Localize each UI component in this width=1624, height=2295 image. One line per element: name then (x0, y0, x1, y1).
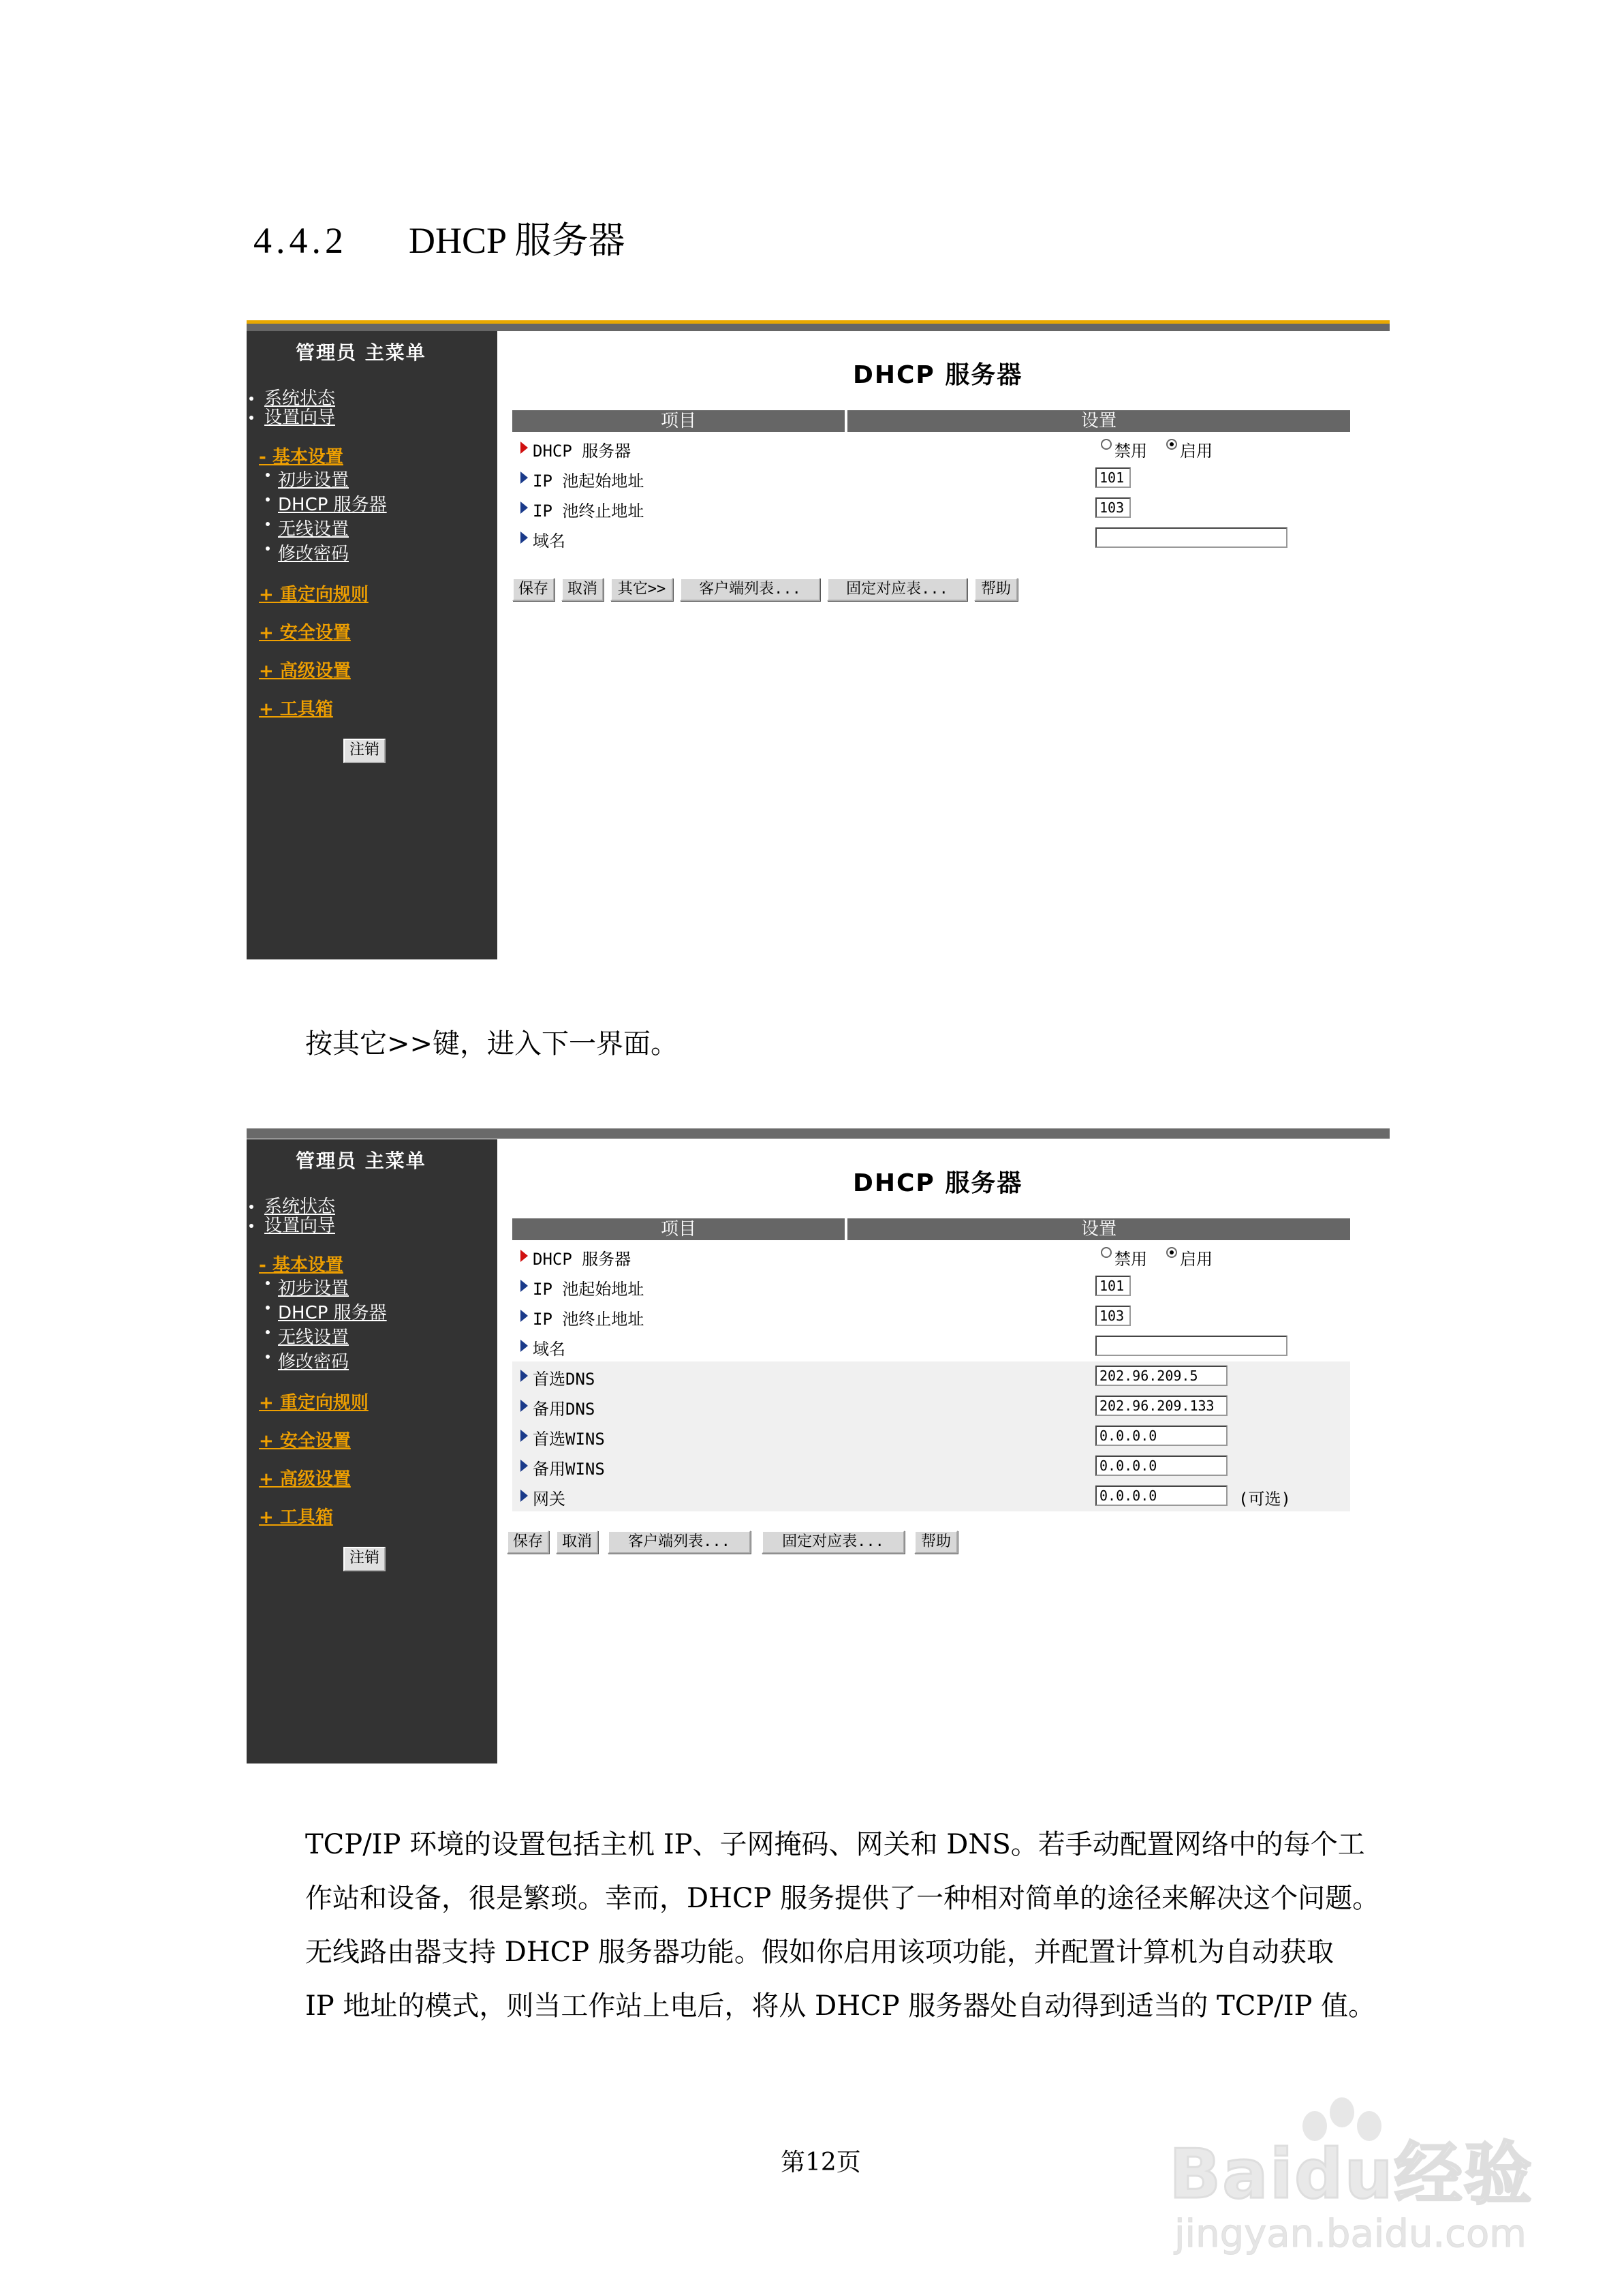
sidebar-section-basic[interactable]: - 基本设置 (259, 1255, 343, 1276)
sidebar-title: 管理员 主菜单 (296, 1150, 426, 1172)
panel-title: DHCP 服务器 (853, 1169, 1023, 1197)
sidebar (247, 1139, 497, 1763)
cancel-button[interactable]: 取消 (556, 1530, 598, 1554)
ip-start-input[interactable]: 101 (1095, 467, 1131, 488)
sidebar-item-password[interactable]: 修改密码 (278, 544, 349, 564)
row-label: IP 池终止地址 (533, 502, 644, 521)
sidebar-item-password[interactable]: 修改密码 (278, 1352, 349, 1372)
sidebar-link-wizard[interactable]: 设置向导 (264, 407, 336, 428)
router-screenshot-2 (247, 1128, 1390, 1763)
bullet-icon (249, 1205, 253, 1209)
baidu-watermark (1158, 2078, 1540, 2262)
enable-label: 启用 (1180, 1250, 1213, 1269)
disable-label: 禁用 (1114, 1250, 1147, 1269)
fixed-mapping-button[interactable]: 固定对应表... (762, 1530, 905, 1554)
sidebar-section-redirect[interactable]: + 重定向规则 (259, 585, 369, 605)
help-button[interactable]: 帮助 (974, 578, 1018, 601)
bullet-icon (249, 397, 253, 401)
save-button[interactable]: 保存 (512, 578, 555, 601)
cancel-button[interactable]: 取消 (561, 578, 604, 601)
bullet-icon (249, 416, 253, 420)
arrow-icon (520, 1490, 528, 1502)
sidebar-item-initial[interactable]: 初步设置 (278, 470, 349, 491)
row-wins2 (512, 1451, 1350, 1481)
arrow-icon (520, 1370, 528, 1382)
arrow-icon (520, 1310, 528, 1322)
column-header-setting: 设置 (847, 410, 1350, 432)
row-domain (512, 1331, 1350, 1361)
arrow-icon (520, 1460, 528, 1472)
row-dhcp-server (512, 433, 1350, 463)
bullet-icon (266, 1306, 270, 1310)
sidebar-item-dhcp[interactable]: DHCP 服务器 (278, 1303, 387, 1323)
logout-button[interactable]: 注销 (343, 1547, 386, 1571)
row-wins1 (512, 1421, 1350, 1451)
sidebar-item-wireless[interactable]: 无线设置 (278, 1327, 349, 1348)
row-dhcp-server (512, 1242, 1350, 1272)
optional-note: (可选) (1238, 1490, 1291, 1509)
bullet-icon (266, 1281, 270, 1285)
sidebar (247, 331, 497, 959)
sidebar-link-status[interactable]: 系统状态 (264, 1197, 336, 1217)
row-domain (512, 523, 1350, 553)
domain-input[interactable] (1095, 527, 1287, 548)
fixed-mapping-button[interactable]: 固定对应表... (827, 578, 967, 601)
row-label: DHCP 服务器 (533, 1250, 631, 1269)
row-ip-end (512, 1301, 1350, 1331)
sidebar-link-wizard[interactable]: 设置向导 (264, 1216, 336, 1236)
body-paragraph (305, 1818, 1395, 2033)
help-button[interactable]: 帮助 (914, 1530, 958, 1554)
wins2-input[interactable]: 0.0.0.0 (1095, 1455, 1228, 1476)
panel-title: DHCP 服务器 (853, 361, 1023, 389)
sidebar-title: 管理员 主菜单 (296, 341, 426, 364)
arrow-icon (520, 1280, 528, 1292)
paragraph-line: 作站和设备，很是繁琐。幸而，DHCP 服务提供了一种相对简单的途径来解决这个问题。 (305, 1883, 1380, 1914)
dns1-input[interactable]: 202.96.209.5 (1095, 1366, 1228, 1386)
client-list-button[interactable]: 客户端列表... (608, 1530, 751, 1554)
client-list-button[interactable]: 客户端列表... (680, 578, 820, 601)
disable-radio[interactable] (1101, 1247, 1112, 1258)
bullet-icon (266, 1330, 270, 1334)
row-gateway (512, 1481, 1350, 1511)
row-ip-start (512, 1272, 1350, 1301)
column-header-item: 项目 (512, 1218, 845, 1240)
wins1-input[interactable]: 0.0.0.0 (1095, 1426, 1228, 1446)
sidebar-section-security[interactable]: + 安全设置 (259, 1431, 351, 1451)
row-label: 首选WINS (533, 1430, 605, 1449)
arrow-icon (520, 442, 528, 454)
enable-radio[interactable] (1166, 1247, 1177, 1258)
ip-end-input[interactable]: 103 (1095, 1306, 1131, 1326)
save-button[interactable]: 保存 (507, 1530, 549, 1554)
row-dns2 (512, 1391, 1350, 1421)
bullet-icon (266, 546, 270, 551)
dns2-input[interactable]: 202.96.209.133 (1095, 1396, 1228, 1416)
sidebar-section-tools[interactable]: + 工具箱 (259, 1507, 333, 1528)
top-bar (247, 1128, 1390, 1139)
row-label: IP 池终止地址 (533, 1310, 644, 1329)
bullet-icon (249, 1224, 253, 1228)
sidebar-link-status[interactable]: 系统状态 (264, 388, 336, 409)
section-title: DHCP 服务器 (409, 220, 625, 261)
row-label: IP 池起始地址 (533, 472, 644, 491)
page-number: 第12页 (781, 2148, 861, 2176)
top-bar (247, 320, 1390, 331)
sidebar-section-advanced[interactable]: + 高级设置 (259, 1469, 351, 1490)
sidebar-section-tools[interactable]: + 工具箱 (259, 699, 333, 720)
bullet-icon (266, 1355, 270, 1359)
sidebar-section-security[interactable]: + 安全设置 (259, 623, 351, 643)
enable-radio[interactable] (1166, 439, 1177, 450)
sidebar-item-wireless[interactable]: 无线设置 (278, 519, 349, 540)
row-label: 备用DNS (533, 1400, 595, 1419)
ip-end-input[interactable]: 103 (1095, 497, 1131, 518)
router-screenshot-1 (247, 320, 1390, 959)
column-header-setting: 设置 (847, 1218, 1350, 1240)
row-label: IP 池起始地址 (533, 1280, 644, 1299)
logout-button[interactable]: 注销 (343, 739, 386, 763)
arrow-icon (520, 502, 528, 514)
sidebar-section-advanced[interactable]: + 高级设置 (259, 661, 351, 681)
ip-start-input[interactable]: 101 (1095, 1276, 1131, 1296)
gateway-input[interactable]: 0.0.0.0 (1095, 1485, 1228, 1506)
sidebar-section-redirect[interactable]: + 重定向规则 (259, 1393, 369, 1413)
section-heading (253, 211, 625, 264)
row-label: 域名 (533, 532, 565, 551)
watermark-brand: Baidu经验 (1169, 2134, 1533, 2214)
watermark-url: jingyan.baidu.com (1174, 2212, 1527, 2256)
sidebar-item-initial[interactable]: 初步设置 (278, 1278, 349, 1299)
disable-radio[interactable] (1101, 439, 1112, 450)
domain-input[interactable] (1095, 1336, 1287, 1356)
paragraph-line: TCP/IP 环境的设置包括主机 IP、子网掩码、网关和 DNS。若手动配置网络中的每个工 (305, 1829, 1365, 1860)
bullet-icon (266, 473, 270, 477)
sidebar-section-basic[interactable]: - 基本设置 (259, 447, 343, 467)
paragraph-line: 无线路由器支持 DHCP 服务器功能。假如你启用该项功能，并配置计算机为自动获取 (305, 1937, 1334, 1968)
more-button[interactable]: 其它>> (610, 578, 673, 601)
row-label: DHCP 服务器 (533, 442, 631, 461)
bullet-icon (266, 497, 270, 502)
arrow-icon (520, 1340, 528, 1352)
sidebar-item-dhcp[interactable]: DHCP 服务器 (278, 495, 387, 515)
arrow-icon (520, 1400, 528, 1412)
instruction-text: 按其它>>键，进入下一界面。 (305, 1028, 678, 1060)
arrow-icon (520, 532, 528, 544)
enable-label: 启用 (1180, 442, 1213, 461)
bullet-icon (266, 522, 270, 526)
row-label: 首选DNS (533, 1370, 595, 1389)
row-ip-start (512, 463, 1350, 493)
paragraph-line: IP 地址的模式，则当工作站上电后，将从 DHCP 服务器处自动得到适当的 TCP/IP 值。 (305, 1990, 1376, 2022)
row-label: 备用WINS (533, 1460, 605, 1479)
row-dns1 (512, 1361, 1350, 1391)
row-label: 网关 (533, 1490, 565, 1509)
arrow-icon (520, 472, 528, 484)
arrow-icon (520, 1430, 528, 1442)
row-label: 域名 (533, 1340, 565, 1359)
column-header-item: 项目 (512, 410, 845, 432)
arrow-icon (520, 1250, 528, 1262)
disable-label: 禁用 (1114, 442, 1147, 461)
row-ip-end (512, 493, 1350, 523)
section-number: 4.4.2 (253, 220, 347, 261)
